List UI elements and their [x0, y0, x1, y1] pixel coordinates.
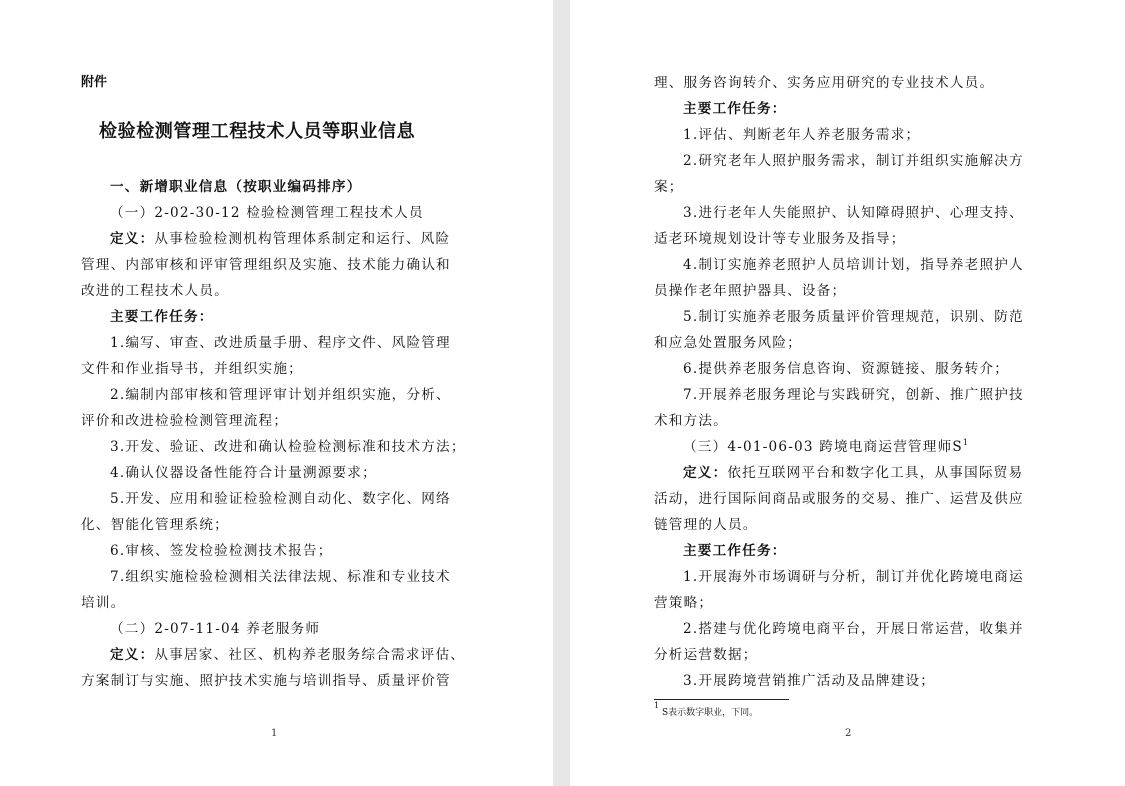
definition-paragraph-2	[110, 646, 465, 664]
definition-label: 定义：	[110, 647, 155, 663]
attachment-label: 附件	[81, 75, 108, 90]
task-line: 2.编制内部审核和管理评审计划并组织实施，分析、	[110, 387, 451, 403]
task-line: 适老环境规划设计等专业服务及指导；	[654, 231, 906, 247]
definition-label: 定义：	[110, 231, 155, 247]
task-line: 2.搭建与优化跨境电商平台，开展日常运营，收集并	[683, 621, 1024, 637]
task-line: 1.开展海外市场调研与分析，制订并优化跨境电商运	[683, 569, 1024, 585]
task-line: 1.编写、审查、改进质量手册、程序文件、风险管理	[110, 335, 451, 351]
task-line: 6.提供养老服务信息咨询、资源链接、服务转介；	[683, 361, 1010, 377]
task-line: 5.制订实施养老服务质量评价管理规范，识别、防范	[683, 309, 1024, 325]
tasks-label: 主要工作任务：	[110, 309, 214, 325]
task-line: 和应急处置服务风险；	[654, 335, 802, 351]
footnote-reference[interactable]: 1	[962, 438, 968, 447]
task-line: 营策略；	[654, 595, 714, 611]
definition-text: 从事检验检测机构管理体系制定和运行、风险	[154, 231, 451, 247]
definition-text: 依托互联网平台和数字化工具，从事国际贸易	[727, 465, 1024, 481]
task-line: 3.开展跨境营销推广活动及品牌建设；	[683, 673, 936, 689]
task-line: 术和方法。	[654, 413, 728, 429]
continued-definition-line: 理、服务咨询转介、实务应用研究的专业技术人员。	[654, 75, 995, 91]
tasks-label: 主要工作任务：	[683, 543, 787, 559]
definition-paragraph-3	[683, 464, 1023, 482]
footnote	[654, 701, 759, 718]
task-line: 7.开展养老服务理论与实践研究，创新、推广照护技	[683, 387, 1024, 403]
document-title: 检验检测管理工程技术人员等职业信息	[99, 121, 416, 142]
occupation-heading-2: （二）2-07-11-04 养老服务师	[110, 621, 321, 637]
tasks-label: 主要工作任务：	[683, 101, 787, 117]
task-line: 5.开发、应用和验证检验检测自动化、数字化、网络	[110, 491, 451, 507]
definition-label: 定义：	[683, 465, 728, 481]
task-line: 1.评估、判断老年人养老服务需求；	[683, 127, 921, 143]
task-line: 3.进行老年人失能照护、认知障碍照护、心理支持、	[683, 205, 1024, 221]
task-line: 6.审核、签发检验检测技术报告；	[110, 543, 333, 559]
occupation-heading-3	[683, 438, 968, 456]
footnote-text: S表示数字职业，下同。	[661, 708, 759, 718]
section-heading	[110, 178, 362, 196]
task-line: 化、智能化管理系统；	[81, 517, 229, 533]
footnote-mark: 1	[654, 701, 660, 710]
document-page-2	[570, 0, 1125, 786]
definition-text: 从事居家、社区、机构养老服务综合需求评估、	[154, 647, 466, 663]
page-number: 2	[845, 728, 852, 739]
page-number: 1	[271, 728, 278, 739]
task-line: 文件和作业指导书，并组织实施；	[81, 361, 303, 377]
task-line: 员操作老年照护器具、设备；	[654, 283, 847, 299]
footnote-separator	[654, 699, 789, 700]
task-line: 培训。	[81, 595, 126, 611]
definition-paragraph-1	[110, 230, 450, 248]
task-line: 评价和改进检验检测管理流程；	[81, 413, 289, 429]
task-line: 4.确认仪器设备性能符合计量溯源要求；	[110, 465, 377, 481]
definition-line: 改进的工程技术人员。	[81, 283, 229, 299]
document-page-1	[0, 0, 553, 786]
task-line: 案；	[654, 179, 684, 195]
task-line: 4.制订实施养老照护人员培训计划，指导养老照护人	[683, 257, 1024, 273]
task-line: 分析运营数据；	[654, 647, 758, 663]
section-heading-text: 一、新增职业信息（按职业编码排序）	[110, 179, 362, 195]
occupation-heading-1: （一）2-02-30-12 检验检测管理工程技术人员	[110, 205, 424, 221]
occupation-heading-3-text: （三）4-01-06-03 跨境电商运营管理师S	[683, 439, 963, 455]
task-line: 3.开发、验证、改进和确认检验检测标准和技术方法；	[110, 439, 466, 455]
task-line: 2.研究老年人照护服务需求，制订并组织实施解决方	[683, 153, 1024, 169]
definition-line: 管理、内部审核和评审管理组织及实施、技术能力确认和	[81, 257, 451, 273]
task-line: 7.组织实施检验检测相关法律法规、标准和专业技术	[110, 569, 451, 585]
definition-line: 方案制订与实施、照护技术实施与培训指导、质量评价管	[81, 673, 451, 689]
definition-line: 链管理的人员。	[654, 517, 758, 533]
definition-line: 活动，进行国际间商品或服务的交易、推广、运营及供应	[654, 491, 1024, 507]
